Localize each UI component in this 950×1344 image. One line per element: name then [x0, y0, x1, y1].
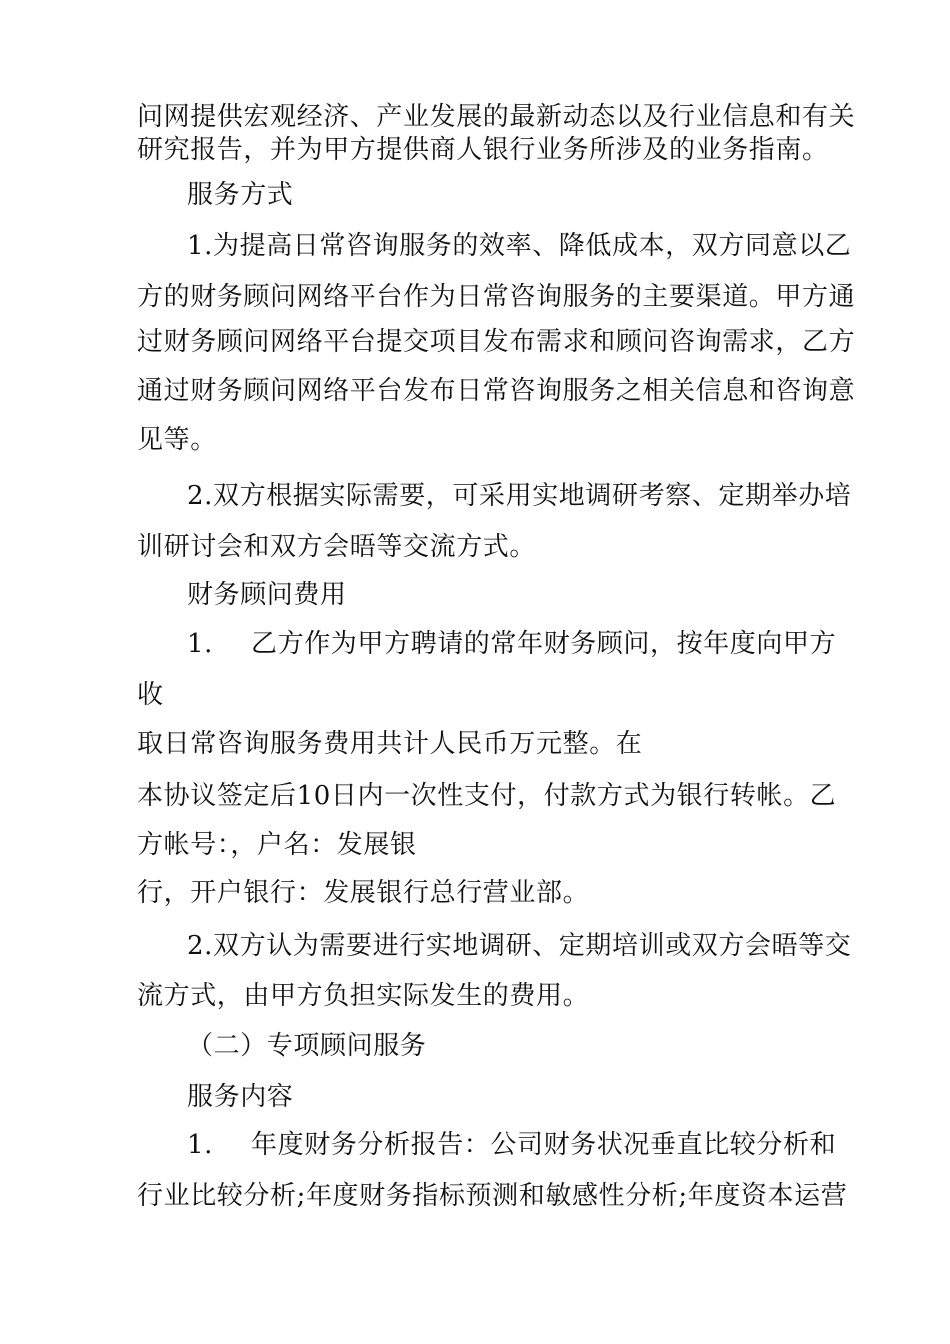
text-line: 流方式，由甲方负担实际发生的费用。 — [137, 981, 590, 1011]
text-line: 问网提供宏观经济、产业发展的最新动态以及行业信息和有关 — [137, 102, 856, 132]
section-heading: 服务内容 — [187, 1082, 294, 1112]
section-heading: 服务方式 — [187, 180, 294, 210]
text-line: 收 — [137, 680, 164, 710]
text-line: 2.双方认为需要进行实地调研、定期培训或双方会晤等交 — [187, 931, 852, 961]
text-line: 1.为提高日常咨询服务的效率、降低成本，双方同意以乙 — [187, 231, 852, 261]
item-text: 年度财务分析报告：公司财务状况垂直比较分析和 — [251, 1130, 837, 1160]
text-line: 取日常咨询服务费用共计人民币万元整。在 — [137, 729, 643, 759]
text-line: 见等。 — [137, 425, 217, 455]
item-text: 乙方作为甲方聘请的常年财务顾问，按年度向甲方 — [251, 629, 837, 659]
text-line — [187, 627, 836, 661]
text-line: 2.双方根据实际需要，可采用实地调研考察、定期举办培 — [187, 481, 852, 511]
text-line: 研究报告，并为甲方提供商人银行业务所涉及的业务指南。 — [137, 135, 829, 165]
text-line: 方帐号：，户名：发展银 — [137, 830, 417, 860]
text-line: 行，开户银行：发展银行总行营业部。 — [137, 878, 590, 908]
text-line: 通过财务顾问网络平台发布日常咨询服务之相关信息和咨询意 — [137, 376, 856, 406]
section-heading: （二）专项顾问服务 — [187, 1031, 427, 1061]
text-line: 训研讨会和双方会晤等交流方式。 — [137, 532, 537, 562]
text-line: 方的财务顾问网络平台作为日常咨询服务的主要渠道。甲方通 — [137, 282, 856, 312]
text-line: 过财务顾问网络平台提交项目发布需求和顾问咨询需求，乙方 — [137, 327, 856, 357]
text-line — [187, 1128, 836, 1162]
item-number: 1. — [187, 1130, 214, 1160]
text-line: 本协议签定后10日内一次性支付，付款方式为银行转帐。乙 — [137, 781, 837, 811]
text-line: 行业比较分析;年度财务指标预测和敏感性分析;年度资本运营 — [137, 1181, 848, 1211]
item-number: 1. — [187, 629, 214, 659]
section-heading: 财务顾问费用 — [187, 580, 347, 610]
